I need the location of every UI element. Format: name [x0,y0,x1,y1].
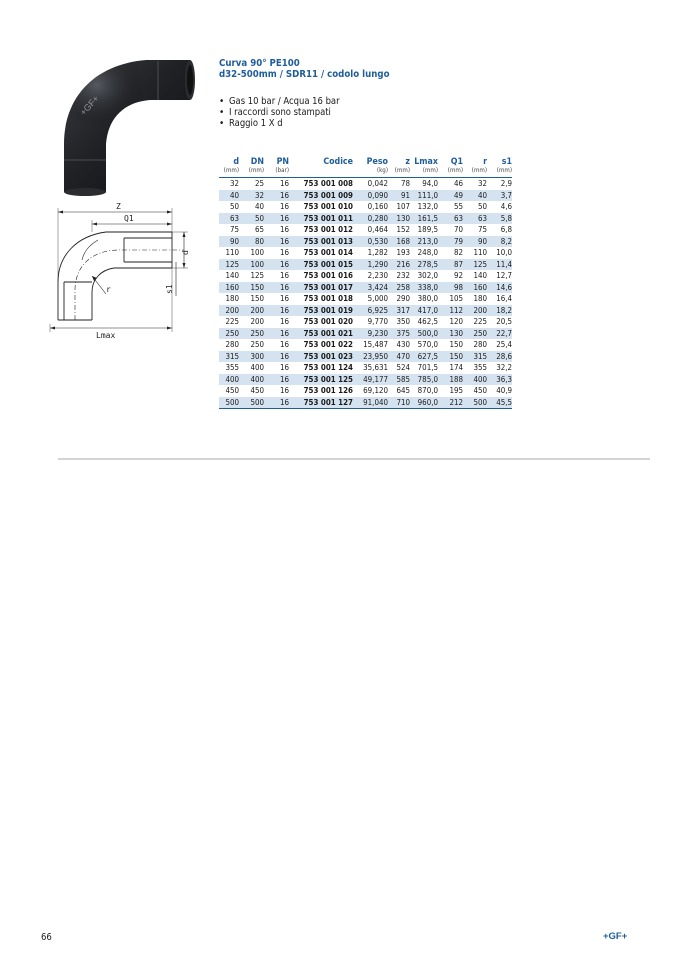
cell-s1: 45,5 [487,397,512,409]
cell-lmax: 500,0 [410,328,438,340]
cell-z: 470 [388,351,410,363]
cell-q1: 120 [449,317,463,327]
page-number: 66 [41,932,52,943]
cell-s1: 32,2 [496,363,512,373]
cell-z: 524 [396,363,410,373]
cell-pn: 16 [279,202,289,212]
feature-text: Raggio 1 X d [229,118,283,130]
table-row [219,385,512,397]
table-row [219,190,512,202]
cell-dn: 400 [239,374,264,386]
cell-lmax: 278,5 [410,259,438,271]
cell-dn: 100 [239,259,264,271]
cell-s1: 5,8 [487,213,512,225]
cell-q1: 174 [449,363,463,373]
cell-r: 90 [463,236,487,248]
cell-r: 40 [463,190,487,202]
gf-logo: +GF+ [603,931,628,942]
table-row [219,270,512,282]
label-q1: Q1 [124,214,134,223]
cell-codice: 753 001 012 [303,225,353,235]
cell-pn: 16 [264,305,289,317]
bullet-icon: • [219,107,225,119]
cell-dn: 50 [239,213,264,225]
cell-lmax: 627,5 [410,351,438,363]
cell-pn: 16 [279,386,289,396]
cell-s1: 22,7 [487,328,512,340]
bullet-icon: • [219,118,225,130]
cell-d: 140 [225,271,239,281]
cell-pn: 16 [264,282,289,294]
cell-codice: 753 001 125 [289,374,353,386]
cell-dn: 450 [250,386,264,396]
cell-dn: 500 [239,397,264,409]
cell-lmax: 111,0 [410,190,438,202]
feature-item [219,107,340,118]
cell-codice: 753 001 126 [303,386,353,396]
header-row [219,154,512,167]
cell-pn: 16 [264,374,289,386]
cell-lmax: 380,0 [417,294,438,304]
cell-r: 280 [473,340,487,350]
cell-q1: 150 [449,340,463,350]
cell-lmax: 570,0 [417,340,438,350]
cell-pn: 16 [279,225,289,235]
svg-text:+GF+: +GF+ [78,93,101,118]
cell-q1: 63 [438,213,463,225]
cell-z: 168 [388,236,410,248]
cell-z: 645 [396,386,410,396]
section-divider [58,458,650,460]
label-z: Z [116,202,121,211]
cell-z: 232 [396,271,410,281]
cell-pn: 16 [264,190,289,202]
cell-z: 710 [388,397,410,409]
cell-r: 50 [477,202,487,212]
cell-peso: 2,230 [367,271,388,281]
table-row [219,213,512,225]
cell-r: 355 [473,363,487,373]
cell-d: 32 [229,179,239,189]
col-header-d: d [233,157,239,167]
cell-q1: 79 [438,236,463,248]
cell-pn: 16 [279,271,289,281]
table-row [219,293,512,305]
cell-peso: 0,464 [367,225,388,235]
cell-d: 280 [225,340,239,350]
col-header-lmax: Lmax [414,157,438,167]
technical-drawing [44,200,190,342]
cell-pn: 16 [279,248,289,258]
label-lmax: Lmax [96,331,116,340]
cell-codice: 753 001 011 [289,213,353,225]
cell-z: 193 [396,248,410,258]
cell-d: 90 [219,236,239,248]
cell-codice: 753 001 020 [303,317,353,327]
feature-list [219,96,340,130]
cell-peso: 0,160 [367,202,388,212]
cell-d: 75 [229,225,239,235]
cell-r: 75 [477,225,487,235]
cell-d: 50 [229,202,239,212]
label-s1: s1 [165,284,174,294]
cell-r: 110 [473,248,487,258]
cell-pn: 16 [264,328,289,340]
cell-r: 63 [463,213,487,225]
cell-dn: 65 [254,225,264,235]
cell-pn: 16 [264,213,289,225]
cell-lmax: 248,0 [417,248,438,258]
cell-peso: 49,177 [353,374,388,386]
cell-d: 160 [219,282,239,294]
cell-lmax: 132,0 [417,202,438,212]
cell-lmax: 870,0 [417,386,438,396]
cell-lmax: 213,0 [410,236,438,248]
feature-text: Gas 10 bar / Acqua 16 bar [229,96,340,107]
cell-q1: 195 [449,386,463,396]
cell-d: 450 [225,386,239,396]
cell-pn: 16 [279,294,289,304]
cell-pn: 16 [279,179,289,189]
table-row [219,224,512,236]
label-r: r [106,285,111,294]
cell-pn: 16 [264,259,289,271]
cell-d: 63 [219,213,239,225]
table-row [219,259,512,271]
cell-r: 450 [473,386,487,396]
cell-lmax: 960,0 [410,397,438,409]
cell-codice: 753 001 015 [289,259,353,271]
cell-codice: 753 001 014 [303,248,353,258]
cell-d: 110 [225,248,239,258]
table-row [219,374,512,386]
feature-item [219,96,340,107]
cell-z: 91 [388,190,410,202]
cell-dn: 250 [239,328,264,340]
col-header-dn: DN [250,157,264,167]
spec-table [219,154,512,409]
table-row [219,282,512,294]
cell-q1: 92 [453,271,463,281]
table-row [219,397,512,409]
cell-s1: 18,2 [487,305,512,317]
cell-codice: 753 001 016 [303,271,353,281]
cell-codice: 753 001 021 [289,328,353,340]
cell-z: 216 [388,259,410,271]
cell-peso: 0,042 [367,179,388,189]
cell-dn: 100 [250,248,264,258]
cell-q1: 98 [438,282,463,294]
cell-q1: 188 [438,374,463,386]
unit-dn: (mm) [239,167,264,178]
cell-dn: 400 [250,363,264,373]
cell-s1: 3,7 [487,190,512,202]
cell-d: 250 [219,328,239,340]
cell-d: 225 [225,317,239,327]
cell-z: 107 [396,202,410,212]
table-row [219,316,512,328]
unit-lmax: (mm) [410,167,438,178]
cell-codice: 753 001 022 [303,340,353,350]
cell-dn: 80 [239,236,264,248]
cell-codice: 753 001 127 [289,397,353,409]
cell-codice: 753 001 017 [289,282,353,294]
cell-pn: 16 [264,397,289,409]
cell-codice: 753 001 023 [289,351,353,363]
cell-z: 258 [388,282,410,294]
col-header-r: r [483,157,487,167]
cell-q1: 49 [438,190,463,202]
table-row [219,339,512,351]
col-header-q1: Q1 [450,157,463,167]
feature-text: I raccordi sono stampati [229,107,331,119]
cell-d: 400 [219,374,239,386]
cell-peso: 6,925 [353,305,388,317]
cell-s1: 20,5 [496,317,512,327]
cell-dn: 250 [250,340,264,350]
cell-s1: 8,2 [487,236,512,248]
cell-z: 78 [400,179,410,189]
cell-dn: 125 [250,271,264,281]
col-header-codice: Codice [323,157,353,167]
cell-peso: 1,282 [367,248,388,258]
col-header-pn: PN [276,157,289,167]
cell-r: 140 [473,271,487,281]
cell-peso: 91,040 [353,397,388,409]
table-row [219,305,512,317]
cell-z: 585 [388,374,410,386]
product-title [219,58,390,80]
cell-lmax: 94,0 [422,179,438,189]
cell-q1: 112 [438,305,463,317]
cell-s1: 28,6 [487,351,512,363]
cell-codice: 753 001 010 [303,202,353,212]
cell-s1: 40,9 [496,386,512,396]
cell-dn: 25 [254,179,264,189]
cell-peso: 0,090 [353,190,388,202]
cell-z: 152 [396,225,410,235]
cell-s1: 16,4 [496,294,512,304]
cell-z: 130 [388,213,410,225]
cell-s1: 2,9 [500,179,512,189]
cell-q1: 87 [438,259,463,271]
cell-peso: 5,000 [367,294,388,304]
cell-pn: 16 [279,363,289,373]
cell-q1: 130 [438,328,463,340]
cell-peso: 69,120 [363,386,388,396]
cell-q1: 70 [453,225,463,235]
cell-pn: 16 [264,351,289,363]
cell-peso: 0,530 [353,236,388,248]
cell-s1: 36,3 [487,374,512,386]
cell-peso: 9,230 [353,328,388,340]
feature-item [219,118,340,129]
cell-lmax: 338,0 [410,282,438,294]
cell-s1: 6,8 [500,225,512,235]
cell-s1: 14,6 [487,282,512,294]
title-line-2: d32-500mm / SDR11 / codolo lungo [219,69,390,80]
table-row [219,201,512,213]
cell-lmax: 417,0 [410,305,438,317]
cell-z: 375 [388,328,410,340]
cell-d: 500 [219,397,239,409]
cell-dn: 200 [250,317,264,327]
table-row [219,351,512,363]
cell-peso: 1,290 [353,259,388,271]
cell-s1: 25,4 [496,340,512,350]
unit-r: (mm) [463,167,487,178]
cell-peso: 35,631 [363,363,388,373]
table-row [219,236,512,248]
product-photo [58,56,198,196]
cell-dn: 200 [239,305,264,317]
unit-q1: (mm) [438,167,463,178]
table-row [219,328,512,340]
table-row [219,362,512,374]
cell-q1: 46 [453,179,463,189]
table-body [219,178,512,409]
cell-dn: 32 [239,190,264,202]
cell-r: 200 [463,305,487,317]
col-header-s1: s1 [501,157,512,167]
cell-r: 400 [463,374,487,386]
unit-pn: (bar) [264,167,289,178]
cell-r: 32 [477,179,487,189]
cell-codice: 753 001 013 [289,236,353,248]
cell-r: 225 [473,317,487,327]
cell-d: 200 [219,305,239,317]
cell-d: 180 [225,294,239,304]
table-row [219,247,512,259]
cell-dn: 40 [254,202,264,212]
cell-dn: 300 [239,351,264,363]
cell-lmax: 701,5 [417,363,438,373]
cell-q1: 105 [449,294,463,304]
unit-peso: (kg) [353,167,388,178]
cell-pn: 16 [264,236,289,248]
cell-d: 40 [219,190,239,202]
cell-d: 315 [219,351,239,363]
cell-codice: 753 001 019 [289,305,353,317]
cell-q1: 55 [453,202,463,212]
cell-peso: 3,424 [353,282,388,294]
cell-codice: 753 001 008 [303,179,353,189]
cell-s1: 4,6 [500,202,512,212]
cell-codice: 753 001 124 [303,363,353,373]
cell-d: 125 [219,259,239,271]
cell-q1: 212 [438,397,463,409]
cell-z: 290 [396,294,410,304]
unit-codice [289,167,353,178]
cell-s1: 10,0 [496,248,512,258]
cell-d: 355 [225,363,239,373]
cell-s1: 12,7 [496,271,512,281]
cell-r: 160 [463,282,487,294]
table-row [219,178,512,190]
cell-s1: 11,4 [487,259,512,271]
cell-z: 430 [396,340,410,350]
unit-row [219,167,512,178]
cell-dn: 150 [239,282,264,294]
cell-z: 350 [396,317,410,327]
cell-codice: 753 001 018 [303,294,353,304]
cell-z: 317 [388,305,410,317]
col-header-z: z [405,157,410,167]
unit-d: (mm) [219,167,239,178]
cell-peso: 23,950 [353,351,388,363]
cell-r: 500 [463,397,487,409]
cell-lmax: 161,5 [410,213,438,225]
cell-lmax: 189,5 [417,225,438,235]
unit-s1: (mm) [487,167,512,178]
cell-q1: 82 [453,248,463,258]
title-line-1: Curva 90° PE100 [219,58,300,69]
cell-peso: 9,770 [367,317,388,327]
unit-z: (mm) [388,167,410,178]
cell-r: 250 [463,328,487,340]
cell-peso: 15,487 [363,340,388,350]
col-header-peso: Peso [366,157,388,167]
cell-r: 125 [463,259,487,271]
label-d: d [181,250,190,255]
cell-lmax: 462,5 [417,317,438,327]
cell-pn: 16 [279,317,289,327]
bullet-icon: • [219,96,225,107]
cell-pn: 16 [279,340,289,350]
cell-dn: 150 [250,294,264,304]
cell-lmax: 302,0 [417,271,438,281]
cell-r: 180 [473,294,487,304]
cell-peso: 0,280 [353,213,388,225]
cell-q1: 150 [438,351,463,363]
cell-codice: 753 001 009 [289,190,353,202]
cell-r: 315 [463,351,487,363]
cell-lmax: 785,0 [410,374,438,386]
